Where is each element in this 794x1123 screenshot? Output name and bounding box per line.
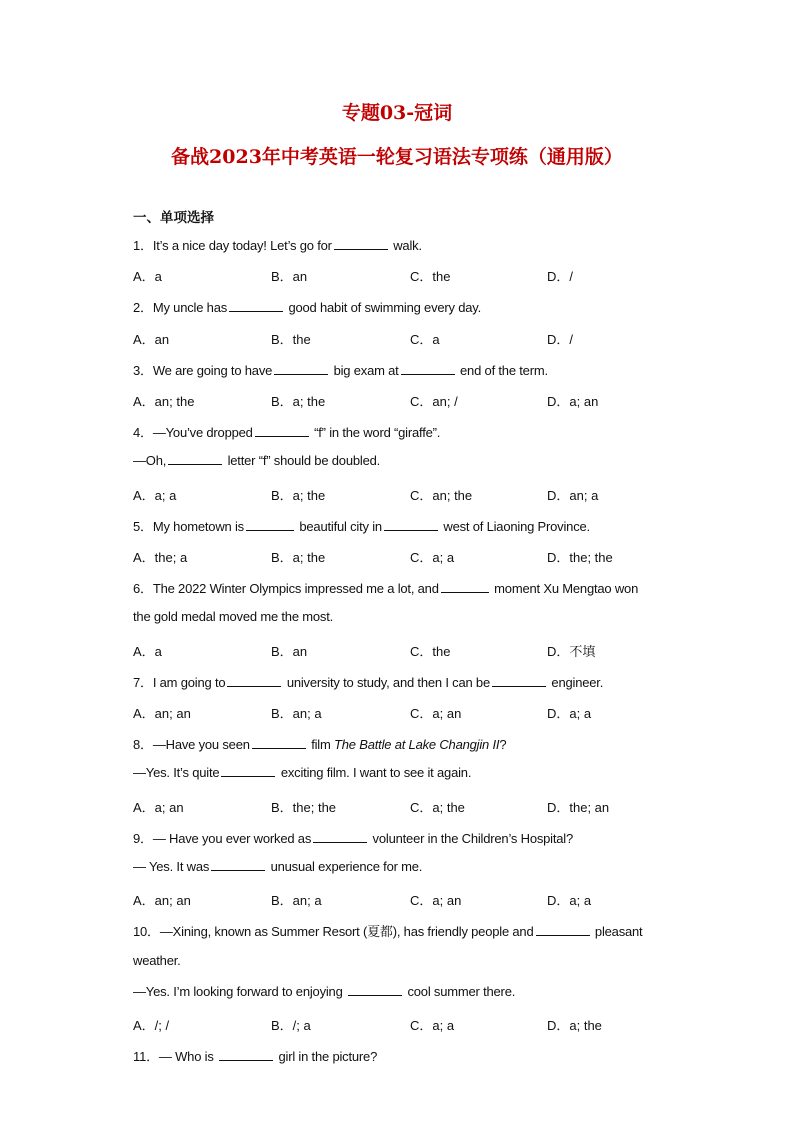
question-4-reply: —Oh, letter “f” should be doubled. bbox=[133, 453, 381, 468]
option-b[interactable]: B．an; a bbox=[271, 893, 322, 908]
option-a[interactable]: A．an; an bbox=[133, 706, 191, 721]
option-b[interactable]: B．an bbox=[271, 269, 308, 284]
question-6-continued: the gold medal moved me the most. bbox=[133, 609, 334, 624]
option-d[interactable]: D．/ bbox=[547, 269, 574, 284]
document-subtitle: 备战2023年中考英语一轮复习语法专项练（通用版） bbox=[171, 146, 623, 168]
option-c[interactable]: C．the bbox=[410, 644, 451, 659]
question-5: 5．My hometown is beautiful city in west of Liaoning Province. bbox=[133, 519, 590, 534]
option-b[interactable]: B．a; the bbox=[271, 550, 326, 565]
answer-blank bbox=[211, 859, 265, 871]
option-a[interactable]: A．a; a bbox=[133, 488, 177, 503]
option-a[interactable]: A．an; an bbox=[133, 893, 191, 908]
question-8: 8．—Have you seen film The Battle at Lake Changjin II? bbox=[133, 737, 507, 752]
answer-blank bbox=[255, 425, 309, 437]
answer-blank bbox=[492, 675, 546, 687]
answer-blank bbox=[227, 675, 281, 687]
answer-blank bbox=[384, 519, 438, 531]
option-c[interactable]: C．a; a bbox=[410, 550, 455, 565]
option-b[interactable]: B．a; the bbox=[271, 488, 326, 503]
option-d[interactable]: D．an; a bbox=[547, 488, 599, 503]
question-9: 9．— Have you ever worked as volunteer in the Children’s Hospital? bbox=[133, 831, 574, 846]
question-3: 3．We are going to have big exam at end of the term. bbox=[133, 363, 548, 378]
option-a[interactable]: A．a bbox=[133, 644, 162, 659]
option-d[interactable]: D．不填 bbox=[547, 644, 596, 659]
answer-blank bbox=[221, 765, 275, 777]
answer-blank bbox=[229, 300, 283, 312]
question-8-reply: —Yes. It’s quite exciting film. I want to see it again. bbox=[133, 765, 472, 780]
option-a[interactable]: A．an; the bbox=[133, 394, 195, 409]
answer-blank bbox=[246, 519, 294, 531]
option-c[interactable]: C．a; the bbox=[410, 800, 465, 815]
question-6: 6．The 2022 Winter Olympics impressed me a lot, and moment Xu Mengtao won bbox=[133, 581, 639, 596]
option-d[interactable]: D．/ bbox=[547, 332, 574, 347]
option-d[interactable]: D．the; an bbox=[547, 800, 610, 815]
option-c[interactable]: C．a bbox=[410, 332, 440, 347]
answer-blank bbox=[313, 831, 367, 843]
option-a[interactable]: A．an bbox=[133, 332, 170, 347]
document-title: 专题03-冠词 bbox=[341, 102, 453, 124]
option-c[interactable]: C．a; a bbox=[410, 1018, 455, 1033]
section-heading: 一、单项选择 bbox=[133, 210, 214, 226]
answer-blank bbox=[252, 737, 306, 749]
film-title: The Battle at Lake Changjin II bbox=[334, 737, 500, 752]
option-b[interactable]: B．/; a bbox=[271, 1018, 311, 1033]
option-d[interactable]: D．the; the bbox=[547, 550, 613, 565]
question-10: 10．—Xining, known as Summer Resort (夏都), has friendly people and pleasant bbox=[133, 924, 643, 939]
answer-blank bbox=[219, 1049, 273, 1061]
option-c[interactable]: C．an; / bbox=[410, 394, 458, 409]
option-c[interactable]: C．the bbox=[410, 269, 451, 284]
answer-blank bbox=[401, 363, 455, 375]
option-b[interactable]: B．an; a bbox=[271, 706, 322, 721]
question-7: 7．I am going to university to study, and then I can be engineer. bbox=[133, 675, 604, 690]
question-10-continued: weather. bbox=[133, 953, 181, 968]
option-a[interactable]: A．a; an bbox=[133, 800, 184, 815]
question-9-reply: — Yes. It was unusual experience for me. bbox=[133, 859, 423, 874]
answer-blank bbox=[441, 581, 489, 593]
option-d[interactable]: D．a; the bbox=[547, 1018, 602, 1033]
question-4: 4．—You’ve dropped “f” in the word “giraffe”. bbox=[133, 425, 441, 440]
option-b[interactable]: B．the; the bbox=[271, 800, 337, 815]
option-a[interactable]: A．the; a bbox=[133, 550, 188, 565]
option-d[interactable]: D．a; an bbox=[547, 394, 599, 409]
answer-blank bbox=[274, 363, 328, 375]
question-2: 2．My uncle has good habit of swimming every day. bbox=[133, 300, 482, 315]
question-1: 1．It’s a nice day today! Let’s go for walk. bbox=[133, 238, 422, 253]
option-c[interactable]: C．a; an bbox=[410, 706, 462, 721]
question-10-reply: —Yes. I’m looking forward to enjoying cool summer there. bbox=[133, 984, 516, 999]
option-b[interactable]: B．an bbox=[271, 644, 308, 659]
answer-blank bbox=[334, 238, 388, 250]
option-c[interactable]: C．a; an bbox=[410, 893, 462, 908]
option-b[interactable]: B．a; the bbox=[271, 394, 326, 409]
question-11: 11．— Who is girl in the picture? bbox=[133, 1049, 378, 1064]
option-c[interactable]: C．an; the bbox=[410, 488, 473, 503]
option-d[interactable]: D．a; a bbox=[547, 893, 592, 908]
option-a[interactable]: A．/; / bbox=[133, 1018, 170, 1033]
answer-blank bbox=[536, 924, 590, 936]
answer-blank bbox=[168, 453, 222, 465]
option-b[interactable]: B．the bbox=[271, 332, 311, 347]
option-d[interactable]: D．a; a bbox=[547, 706, 592, 721]
answer-blank bbox=[348, 984, 402, 996]
option-a[interactable]: A．a bbox=[133, 269, 162, 284]
